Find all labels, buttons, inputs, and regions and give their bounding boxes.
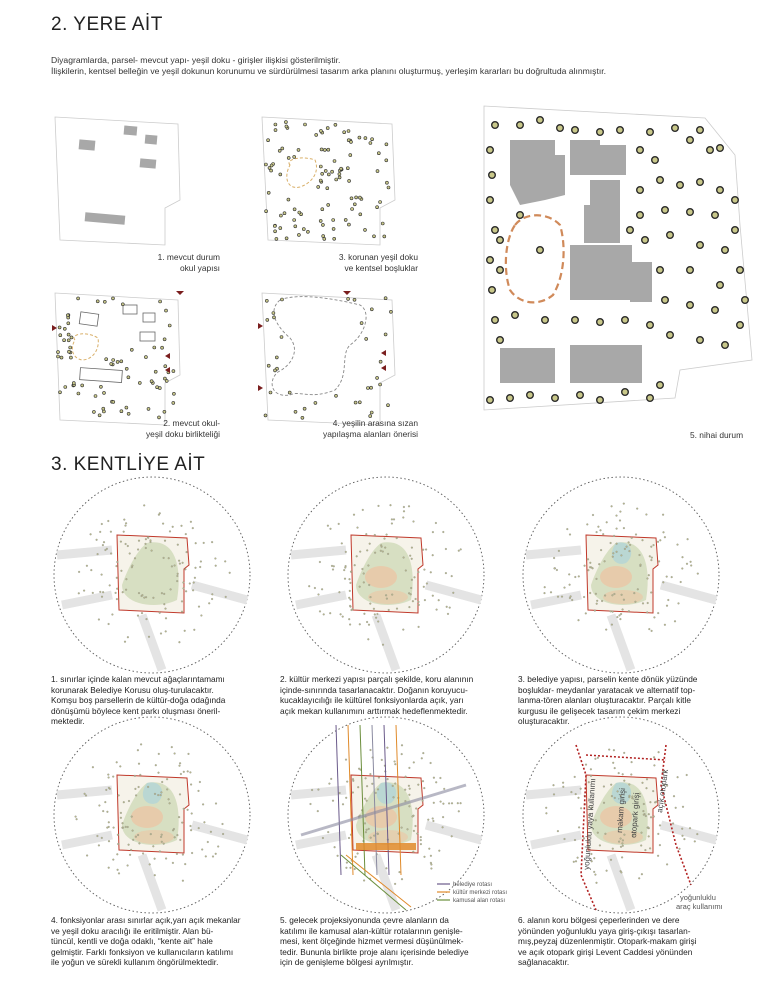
p3-line: kurgusu ile gelişecek tasarım çekim merkezi: [518, 705, 681, 716]
caption-1-line2: okul yapısı: [179, 263, 220, 273]
p3-line: oluşturacaktır.: [518, 716, 570, 727]
label-arac-2: araç kullanımı: [676, 902, 723, 911]
caption-3-line2: ve kentsel boşluklar: [344, 263, 418, 273]
section-title-yere-ait: 2. YERE AİT: [51, 14, 163, 35]
p1-line: mektedir.: [51, 716, 85, 727]
label-arac-1: yoğunluklu: [680, 893, 716, 902]
p3-line: 3. belediye yapısı, parselin kente dönük yüzünde: [518, 674, 698, 684]
p6-line: mış,peyzaj düzenlenmiştir. Otopark-makam girişi: [518, 936, 697, 947]
section-title-kentliye-ait: 3. KENTLİYE AİT: [51, 454, 206, 475]
p5-line: mesi, kent ölçeğinde hizmet vermesi düşünülmek-: [280, 936, 464, 947]
caption-3-line1: 3. korunan yeşil doku: [338, 252, 418, 262]
legend-kultur: kültür merkezi rotası: [453, 890, 508, 896]
p6-line: ve açık otopark girişi Levent Caddesi yönünden: [518, 946, 693, 957]
p1-line: korunarak Belediye Korusu oluş-turulacaktır.: [51, 684, 214, 695]
p4-line: ve yeşil doku aracılığı ile eritilmiştir. Alan bü-: [51, 925, 214, 936]
p2-line: 2. kültür merkezi yapısı parçalı şekilde, koru alanının: [280, 674, 474, 684]
p5-line: için de genişleme bölgesi ayrılmıştır.: [280, 957, 414, 968]
p5-line: tedir. Bununla birlikte proje alanı içerisinde belediye: [280, 946, 469, 957]
intro-line-2: İlişkilerin, kentsel belleğin ve yeşil dokunun korunumu ve sürdürülmesi tasarım arka planını oluşturmuş, yerleşim kararları bu doğrultuda alınmıştır.: [51, 66, 607, 76]
legend-belediye: belediye rotası: [453, 882, 493, 888]
caption-4-line1: 4. yeşilin arasına sızan: [332, 418, 418, 428]
p6-line: 6. alanın koru bölgesi çeperlerinden ve dere: [518, 915, 680, 925]
caption-4-line2: yapılaşma alanları önerisi: [323, 429, 418, 439]
p4-line: 4. fonksiyonlar arası sınırlar açık,yarı açık mekanlar: [51, 915, 241, 925]
p6-line: yönünden yoğunluklu yaya giriş-çıkışı tasarlan-: [518, 925, 691, 936]
label-acik-otopark: açık otopark: [655, 768, 671, 814]
label-otopark: otopark girişi: [629, 792, 642, 839]
p6-line: sağlanacaktır.: [518, 957, 570, 968]
p4-line: tüncül, kentli ve doğa odaklı, “kente ait” hale: [51, 936, 213, 947]
caption-2-line2: yeşil doku birlikteliği: [145, 429, 220, 439]
intro-line-1: Diyagramlarda, parsel- mevcut yapı- yeşil doku - girişler ilişkisi gösterilmiştir.: [51, 55, 341, 65]
legend-kamusal: kamusal alan rotası: [453, 898, 506, 904]
caption-5-line1: 5. nihai durum: [690, 430, 744, 440]
p1-line: dönüşümü böylece kent parkı oluşması öneril-: [51, 705, 221, 716]
p4-line: ile yoğun ve sürekli kullanım öngörülmektedir.: [51, 957, 219, 968]
p1-line: Komşu boş parsellerin de kültür-doğa odağında: [51, 695, 226, 706]
caption-1-line1: 1. mevcut durum: [157, 252, 220, 262]
p1-line: 1. sınırlar içinde kalan mevcut ağaçlarıntamamı: [51, 674, 225, 684]
label-yaya: yoğunluklu yaya kullanımı: [582, 778, 598, 871]
p4-line: gelmiştir. Farklı fonksiyon ve kullanıcıların katılımı: [51, 946, 234, 957]
p5-line: 5. gelecek projeksiyonunda çevre alanların da: [280, 915, 449, 925]
p2-line: açık mekan kullanımını arttırmak hedeflenmektedir.: [280, 705, 468, 716]
caption-2-line1: 2. mevcut okul-: [163, 418, 220, 428]
p2-line: içinde-sınırında tasarlanacaktır. Doğanın koruyucu-: [280, 684, 468, 695]
p2-line: kucaklayıcılığı ile kültürel fonksiyonlarda açık, yarı: [280, 695, 464, 706]
p3-line: boşluklar- meydanlar yaratacak ve alternatif top-: [518, 684, 696, 695]
p3-line: lanma-tören alanları oluşturacaktır. Parçalı kitle: [518, 695, 691, 706]
label-makam: makam girişi: [615, 787, 628, 834]
p5-line: katılımı ile kamusal alan-kültür rotalarının genişle-: [280, 925, 463, 936]
